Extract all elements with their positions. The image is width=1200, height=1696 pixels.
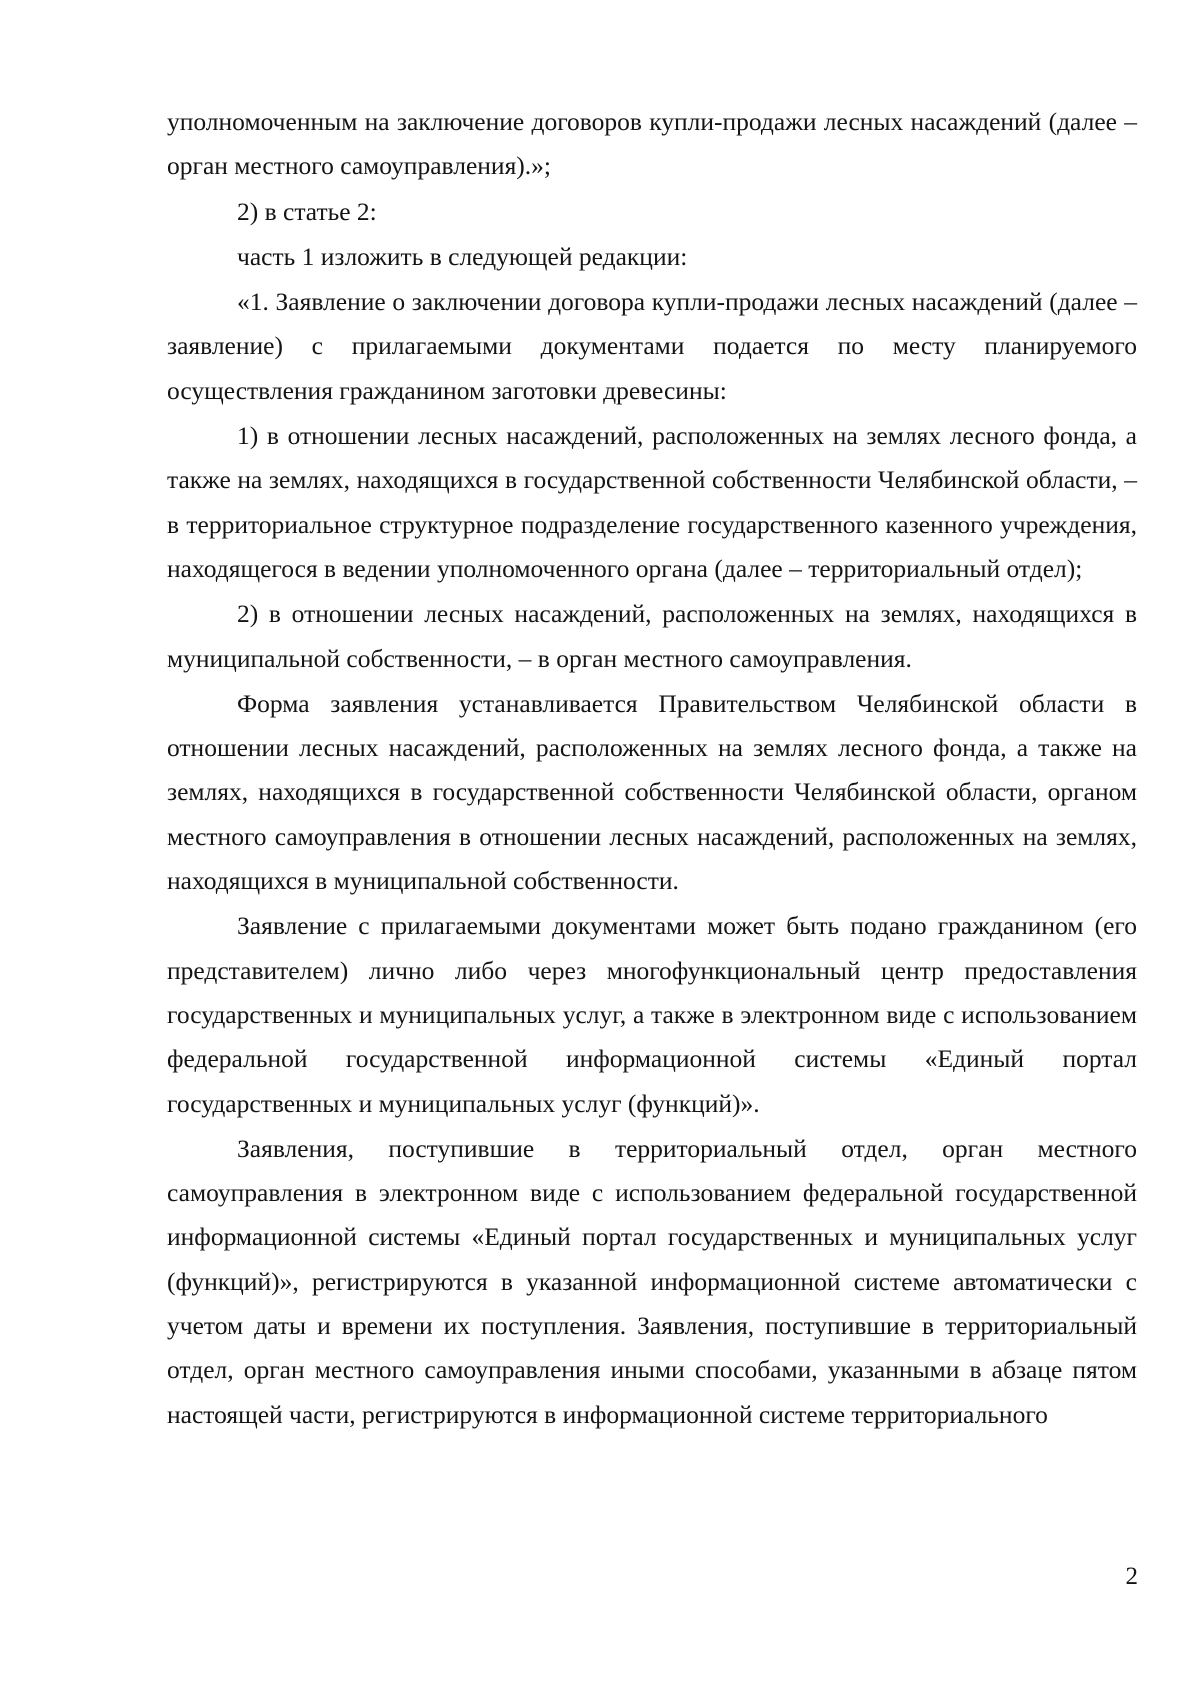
paragraph-subitem-2: 2) в отношении лесных насаждений, расположенных на землях, находящихся в муниципальной собственности, – в орган местного самоуправления. — [167, 599, 1137, 673]
paragraph-part-1-text: «1. Заявление о заключении договора купли-продажи лесных насаждений (далее – заявление) с прилагаемыми документами подается по месту планируемого осуществления гражданином заготовки древесины: — [167, 287, 1137, 405]
document-body — [167, 100, 1137, 1437]
paragraph-registration: Заявления, поступившие в территориальный отдел, орган местного самоуправления в электронном виде с использованием федеральной государственной информационной системы «Единый портал государственных и муниципальных услуг (функций)», регистрируются в указанной информационной системе автоматически с учетом даты и времени их поступления. Заявления, поступившие в территориальный отдел, орган местного самоуправления иными способами, указанными в абзаце пятом настоящей части, регистрируются в информационной системе территориального — [167, 1133, 1137, 1429]
page-number: 2 — [1125, 1563, 1138, 1590]
paragraph-form-of-application: Форма заявления устанавливается Правительством Челябинской области в отношении лесных насаждений, расположенных на землях лесного фонда, а также на землях, находящихся в государственной собственности Челябинской области, органом местного самоуправления в отношении лесных насаждений, расположенных на землях, находящихся в муниципальной собственности. — [167, 688, 1137, 896]
paragraph-submission-methods: Заявление с прилагаемыми документами может быть подано гражданином (его представителем) лично либо через многофункциональный центр предоставления государственных и муниципальных услуг, а также в электронном виде с использованием федеральной государственной информационной системы «Единый портал государственных и муниципальных услуг (функций)». — [167, 911, 1137, 1118]
paragraph-subitem-1: 1) в отношении лесных насаждений, расположенных на землях лесного фонда, а также на землях, находящихся в государственной собственности Челябинской области, – в территориальное структурное подразделение государственного казенного учреждения, находящегося в ведении уполномоченного органа (далее – территориальный отдел); — [167, 421, 1137, 583]
paragraph-continuation: уполномоченным на заключение договоров купли-продажи лесных насаждений (далее – орган местного самоуправления).»; — [167, 107, 1137, 181]
paragraph-part-1-instruction: часть 1 изложить в следующей редакции: — [237, 241, 688, 271]
paragraph-item-2: 2) в статье 2: — [237, 196, 377, 226]
